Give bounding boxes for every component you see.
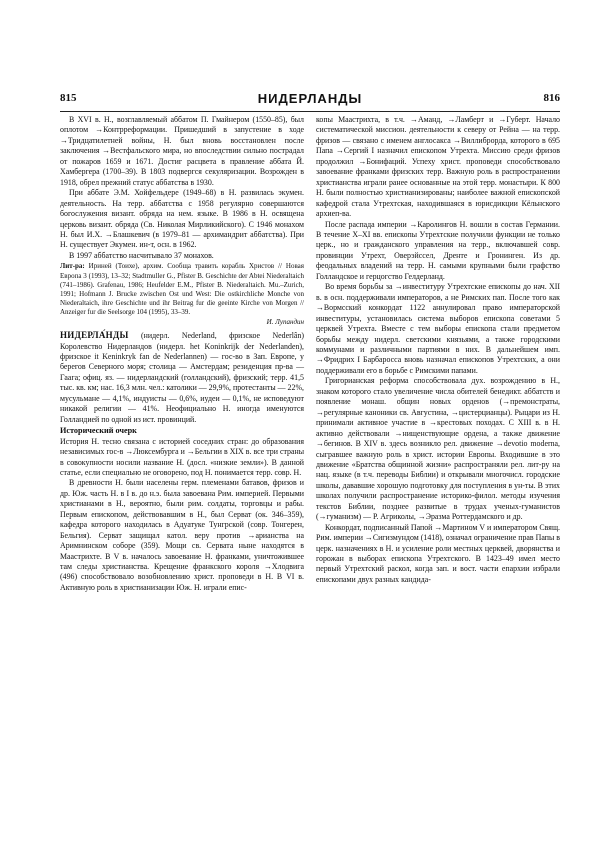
- paragraph: В 1997 аббатство насчитывало 37 монахов.: [69, 250, 214, 260]
- paragraph: Конкордат, подписанный Папой →Мартином V и императором Свящ. Рим. империи →Сигизмундом (1418), означал ограничение прав Папы в церк. назначениях в Н. и усиление роли местных церквей, дворянства и горожан в выборах епископа Утрехтского. В 1423–49 имел место первый Утрехтский раскол, когда зап. и вост. части епархии избрали епископами двух разных кандида-: [316, 522, 560, 584]
- paragraph: В древности Н. были населены герм. племенами батавов, фризов и др. Юж. часть Н. в I в. до н.э. была завоевана Рим. империей. Первыми христианами в Н., вероятно, были рим. солдаты, торговцы и рабы. Первым епископом, действовавшим в Н., был Серват (ок. 346–359), кафедра которого находилась в Адуатуке Тунгрской (совр. Тонгерен, Бельгия). Серват защищал катол. веру против →арианства на Аримнинском соборе (359). Мощи св. Сервата ныне находятся в Маастрихте. В V в. началось завоевание Н. франками, уничтожившее там следы христианства. Крещение франкского короля →Хлодвига (496) способствовало возобновлению христ. проповеди в Н. В VI в. Активную роль в христианизации Юж. Н. играли епис-: [60, 478, 304, 592]
- literature-block: [60, 262, 304, 317]
- header-rule: [60, 111, 560, 112]
- section-heading: Исторический очерк: [60, 426, 137, 436]
- running-title: НИДЕРЛАНДЫ: [257, 91, 363, 106]
- paragraph: Во время борьбы за →инвеституру Утрехтские епископы до нач. XII в. в осн. поддерживали императоров, а не Римских пап. После того как →Вормсский конкордат 1122 аннулировал право императорской инвеституры, установилась система выборов епископа советами 5 церквей Утрехта. Вместе с тем выборы епископа стали предметом борьбы между нидерл. светскими князьями, а также городскими коммунами и различными партиями в них. В дальнейшем имп. →Фридрих I Барбаросса вновь назначал епископов Утрехтских, а они поддерживали его в борьбе с Римскими папами.: [316, 282, 560, 375]
- paragraph: История Н. тесно связана с историей соседних стран: до образования независимых гос-в →Люксембурга и →Бельгии в XIX в. все три страны в совокупности носили название Н. (досл. «низкие земли»). В данной статье, если специально не оговорено, под Н. понимается терр. совр. Н.: [60, 436, 304, 477]
- right-column: [316, 115, 560, 585]
- left-column: [60, 115, 304, 593]
- literature-text: Ириней (Тоихе), архим. Сообща травить корабль Христов // Новая Европа 3 (1993), 13–32; Stadtmuller G., Pfister B. Geschichte der Abtei Niederaltaich (741–1986). Grafenau, 1986; Heufelder E.M., Pfister B. Niederaltaich. Mu.–Zurich, 1991; Hofmann J. Brucke zwischen Ost und West: Die ostkirchliche Monche von Niederaltaich, ihre Geschichte und ihr Beitrag fur die geeinte Kirche von Morgen // Anzeiger fur die Seelsorge 104 (1995), 33–39.: [60, 262, 304, 317]
- entry-definition: (нидерл. Nederland, фризское Nederlân) Королевство Нидерландов (нидерл. het Koninkrijk der Nederlanden), фризское it Keninkryk fan de Nederlannen) — гос-во в Зап. Европе, у берегов Северного моря; столица — Амстердам; резиденция пр-ва — Гаага; офиц. яз. — нидерландский (голландский), фризский; терр. 41,5 тыс. кв. км; нас. 16,3 млн. чел.: католики — 29,9%, протестанты — 22%, мусульмане — 4,1%, индуисты — 0,6%, иудеи — 0,1%, не исповедуют никакой религии — 41%. Неофициально Н. иногда именуются Голландией по одной из ист. провинций.: [60, 331, 304, 424]
- paragraph: В XVI в. Н., возглавляемый аббатом П. Гмайнером (1550–85), был оплотом →Контрреформации. Пришедший в запустение в ходе →Тридцатилетней войны, Н. был вновь восстановлен после заключения →Вестфальского мира, но впоследствии сильно пострадал от пожаров 1659 и 1671. Достиг расцвета в правление аббата Й. Хамбергера (1700–39). В 1803 подвергся секуляризации. Возрожден в 1918, обрел прежний статус аббатства в 1930.: [60, 115, 304, 187]
- page-header: [60, 92, 560, 108]
- paragraph: При аббате Э.М. Хойфельдере (1949–68) в Н. развилась экумен. деятельность. На терр. аббатства с 1958 регулярно совершаются богослужения визант. обряда на нем. языке. В 1986 в Н. освящена церковь визант. обряда (Св. Николая Мирликийского). С 1946 монахом Н. был И.Х. →Блашкевич (в 1979–81 — архимандрит аббатства). При Н. существует Экумен. ин-т, осн. в 1962.: [60, 188, 304, 250]
- paragraph: Григорианская реформа способствовала дух. возрождению в Н., знаком которого стало увеличение числа обителей бенедикт. аббатств и появление монаш. общин новых орденов (→премонстраты, →регулярные каноники св. Августина, →цистерцианцы). Рыцари из Н. принимали активное участие в →крестовых походах. С XIII в. в Н. активно действовали →нищенствующие ордена, а также движение →бегинов. В XIV в. здесь возникло рел. движение →devotio moderna, сыгравшее важную роль в христ. истории Европы. Входившие в это движение «Братства общинной жизни» распространяли рел. лит-ру на нац. языке (в т.ч. переводы Библии) и открывали многочисл. городские школы, дававшие хорошую подготовку для поступления в ун-ты. В этих школах получили распространение историко-филол. методы изучения текстов Библии, позднее развитые в трудах ученых-гуманистов (→гуманизм) — Р. Агриколы, →Эразма Роттердамского и др.: [316, 376, 560, 522]
- paragraph: копы Маастрихта, в т.ч. →Аманд, →Ламберт и →Губерт. Начало систематической миссион. деятельности к северу от Рейна — на терр. фризов — связано с именем англосакса →Виллиброрда, которого в 695 Папа →Сергий I назначил епископом Утрехта. Миссию среди фризов продолжил →Бонифаций. Успеху христ. проповеди способствовало завоевание франками фризских терр. Важную роль в распространении христианства играли ранее основанные на этой терр. монастыри. К 800 Н. были полностью христианизированы; наиболее важной епископской кафедрой стала Утрехтская, находившаяся в юрисдикции Кёльнского архиеп-ва.: [316, 115, 560, 219]
- entry-headword: НИДЕРЛА́НДЫ: [60, 330, 129, 341]
- article-entry: [60, 330, 304, 425]
- page-number-left: 815: [60, 92, 77, 104]
- literature-label: Лит-ра:: [60, 262, 85, 271]
- author-signature: И. Лупандин: [266, 317, 304, 326]
- page-number-right: 816: [543, 92, 560, 104]
- paragraph: После распада империи →Каролингов Н. вошли в состав Германии. В течение X–XI вв. епископы Утрехтские получили функции не только церк., но и гражданского управления на терр., включавшей совр. провинции Утрехт, Оверэйссел, Дренте и Гронинген. Из др. феодальных владений на терр. Н. самыми крупными были графство Голландское и герцогство Гелдерланд.: [316, 219, 560, 281]
